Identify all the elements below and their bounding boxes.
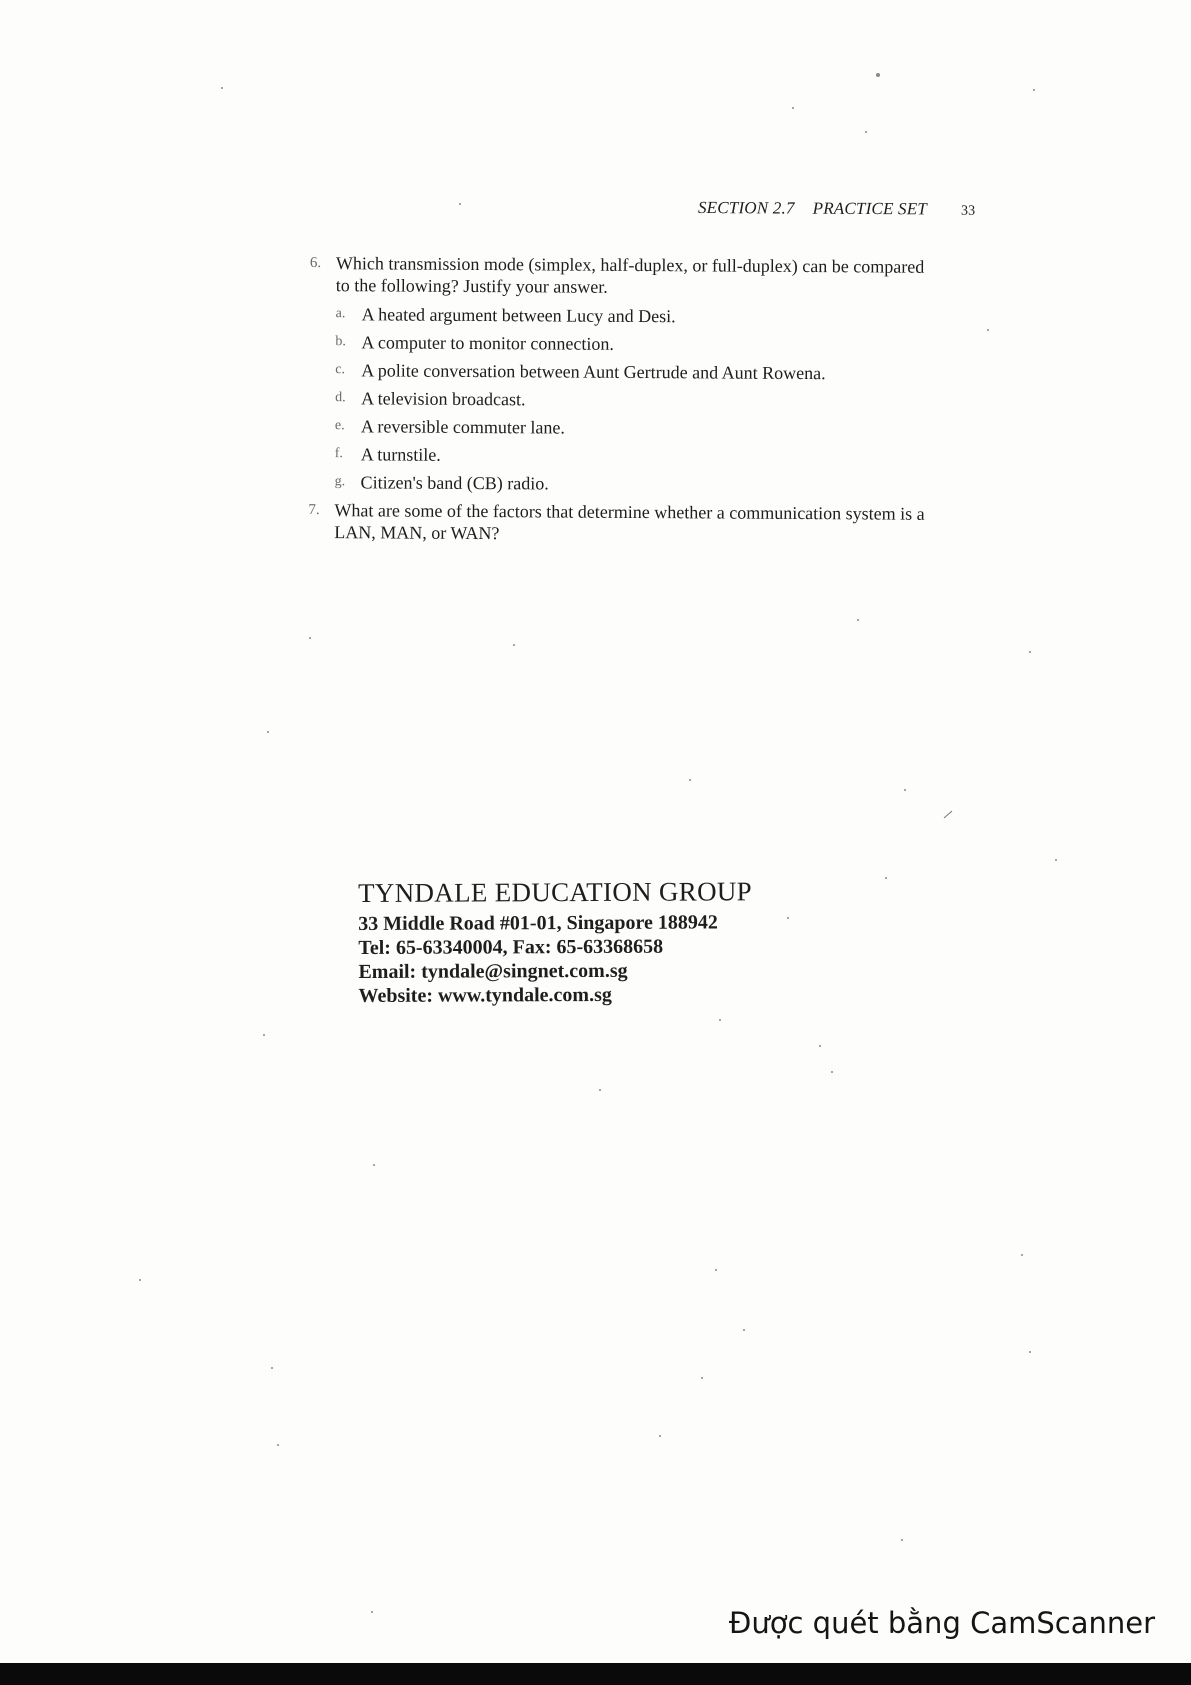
scan-bottom-edge bbox=[0, 1663, 1191, 1685]
section-title: PRACTICE SET bbox=[812, 198, 928, 219]
question-number: 6. bbox=[309, 254, 322, 272]
item-letter: f. bbox=[334, 446, 343, 462]
list-item bbox=[335, 412, 1009, 444]
question-7 bbox=[308, 499, 1008, 547]
camscanner-watermark: Được quét bằng CamScanner bbox=[728, 1606, 1155, 1640]
list-item bbox=[335, 384, 1009, 416]
item-letter: c. bbox=[335, 362, 346, 378]
item-text: A reversible commuter lane. bbox=[360, 416, 565, 438]
publisher-block bbox=[358, 874, 752, 1008]
item-text: A polite conversation between Aunt Gertrude and Aunt Rowena. bbox=[361, 360, 826, 384]
practice-questions bbox=[308, 252, 1010, 547]
list-item bbox=[335, 356, 1009, 388]
item-letter: e. bbox=[334, 418, 345, 434]
item-text: A television broadcast. bbox=[361, 388, 526, 410]
publisher-name: TYNDALE EDUCATION GROUP bbox=[358, 876, 753, 908]
publisher-contact: Tel: 65-63340004, Fax: 65-63368658 bbox=[358, 935, 664, 959]
question-text-line: to the following? Justify your answer. bbox=[335, 275, 608, 297]
item-text: Citizen's band (CB) radio. bbox=[360, 472, 549, 494]
item-letter: b. bbox=[335, 334, 346, 350]
item-letter: g. bbox=[334, 474, 346, 490]
item-text: A heated argument between Lucy and Desi. bbox=[361, 304, 676, 327]
list-item bbox=[335, 468, 1009, 500]
item-text: A turnstile. bbox=[360, 444, 441, 465]
item-letter: a. bbox=[335, 306, 346, 322]
running-header bbox=[698, 198, 976, 220]
list-item bbox=[336, 300, 1010, 332]
list-item bbox=[335, 328, 1009, 360]
question-text-line: What are some of the factors that determine whether a communication system is a bbox=[334, 500, 925, 524]
question-text-line: Which transmission mode (simplex, half-duplex, or full-duplex) can be compared bbox=[335, 253, 925, 277]
publisher-email: Email: tyndale@singnet.com.sg bbox=[358, 959, 628, 983]
question-text-line: LAN, MAN, or WAN? bbox=[334, 522, 500, 544]
publisher-website: Website: www.tyndale.com.sg bbox=[358, 983, 612, 1007]
question-6-items bbox=[335, 300, 1010, 500]
question-number: 7. bbox=[308, 501, 320, 519]
section-number: SECTION 2.7 bbox=[697, 198, 795, 218]
item-text: A computer to monitor connection. bbox=[361, 332, 614, 354]
page-number: 33 bbox=[960, 203, 976, 219]
list-item bbox=[335, 440, 1009, 472]
publisher-address: 33 Middle Road #01-01, Singapore 188942 bbox=[358, 911, 718, 935]
item-letter: d. bbox=[335, 390, 346, 406]
question-6 bbox=[310, 252, 1010, 300]
